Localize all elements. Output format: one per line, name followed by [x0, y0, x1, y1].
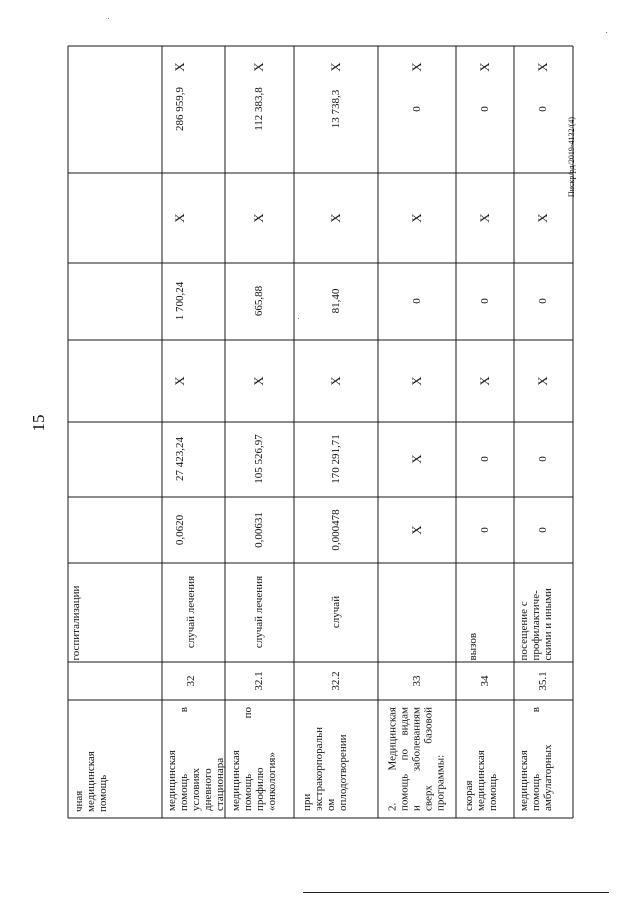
row-2-col9: Х	[251, 62, 266, 72]
row-1-col5: Х	[172, 376, 187, 386]
row-0-code	[68, 663, 112, 699]
row-4-col8: 0	[411, 106, 423, 112]
row-4-name-line: сверх базовой	[422, 707, 435, 811]
row-6-unit-line: скими и иными	[542, 588, 554, 661]
row-0-unit-line: госпитализации	[70, 585, 82, 661]
row-4-col7: Х	[409, 213, 424, 223]
row-4-col6: 0	[411, 298, 423, 304]
row-5-name	[457, 707, 513, 811]
row-1-name-line: условиях	[190, 767, 202, 811]
row-5-col5: Х	[477, 376, 492, 386]
row-3-unit-line: случай	[330, 595, 342, 629]
row-6-name-line: помощь в	[530, 707, 542, 811]
row-6-cost: 0	[537, 456, 549, 462]
row-2-col8: 112 383,8	[253, 87, 265, 131]
row-6-unit-line: профилактиче-	[530, 590, 542, 661]
row-6-col6: 0	[537, 298, 549, 304]
row-4-col5: Х	[409, 376, 424, 386]
row-2-volume: 0,00631	[253, 512, 265, 548]
row-6-col7: Х	[535, 213, 550, 223]
row-4-volume: Х	[409, 525, 424, 535]
row-0-name	[65, 706, 159, 812]
row-6-col9: Х	[535, 62, 550, 72]
row-1-unit	[171, 564, 211, 661]
scan-speck	[606, 32, 607, 33]
row-6-name-line: амбулаторных	[542, 744, 554, 811]
row-4-cost: Х	[409, 454, 424, 464]
row-0-name-line: чная	[73, 790, 85, 812]
row-3-col9: Х	[328, 62, 343, 72]
row-3-unit	[316, 564, 356, 661]
row-6-unit	[514, 564, 572, 661]
page-number: 15	[29, 414, 48, 432]
row-6-code: 35.1	[537, 671, 549, 691]
row-2-col6: 665,88	[253, 285, 265, 317]
row-5-col9: Х	[477, 62, 492, 72]
row-2-col5: Х	[251, 376, 266, 386]
row-5-name-line: медицинская	[475, 750, 487, 811]
row-2-cost: 105 526,97	[253, 434, 265, 484]
row-5-unit	[463, 564, 507, 661]
row-1-cost: 27 423,24	[174, 437, 186, 481]
row-0-name-line: медицинская	[85, 751, 97, 812]
row-6-unit-line: посещение с	[518, 601, 530, 661]
row-5-name-line: скорая	[463, 780, 475, 811]
row-3-col6: 81,40	[330, 288, 342, 314]
row-2-name-line: профилю	[254, 767, 266, 811]
row-4-unit	[397, 564, 437, 661]
scan-speck	[298, 318, 299, 319]
row-3-code: 32.2	[330, 671, 342, 691]
row-0-unit	[66, 564, 114, 661]
row-1-code: 32	[185, 675, 197, 687]
row-4-col9: Х	[409, 62, 424, 72]
row-2-name-line: помощь по	[242, 707, 254, 811]
row-6-volume: 0	[537, 527, 549, 533]
row-3-name	[295, 707, 377, 811]
row-6-col8: 0	[537, 106, 549, 112]
row-1-name-line: стационара	[214, 757, 226, 811]
row-4-code: 33	[411, 675, 423, 687]
row-3-volume: 0,000478	[330, 509, 342, 551]
row-5-col7: Х	[477, 213, 492, 223]
row-5-code: 34	[479, 675, 491, 687]
row-2-unit	[239, 564, 279, 661]
row-4-name-line: и заболеваниям	[410, 707, 423, 811]
row-1-name-line: медицинская	[166, 750, 178, 811]
row-4-name-line: помощь по видам	[398, 707, 411, 811]
row-6-name-line: медицинская	[518, 750, 530, 811]
row-1-name	[160, 707, 226, 811]
row-0-name-line: помощь	[97, 774, 109, 812]
row-5-name-line: помощь	[487, 773, 499, 811]
row-3-col8: 13 738,3	[330, 89, 342, 129]
row-2-name-line: медицинская	[230, 750, 242, 811]
row-1-col9: Х	[172, 62, 187, 72]
row-1-col7: Х	[172, 213, 187, 223]
row-3-name-line: ом	[325, 798, 337, 811]
row-4-name-line: 2. Медицинская	[386, 707, 399, 811]
footer-rule	[303, 892, 609, 893]
row-3-name-line: экстракорпоральн	[313, 726, 325, 811]
row-3-col5: Х	[328, 376, 343, 386]
row-2-code: 32.1	[253, 671, 265, 691]
row-1-unit-line: случай лечения	[185, 575, 197, 649]
row-5-col6: 0	[479, 298, 491, 304]
document-code: Пискр/рд/2019-4132/(4)	[567, 116, 576, 198]
row-5-volume: 0	[479, 527, 491, 533]
row-5-cost: 0	[479, 456, 491, 462]
row-4-name	[382, 707, 453, 811]
row-1-name-line: дневного	[202, 768, 214, 811]
row-1-col8: 286 959,9	[174, 87, 186, 131]
row-3-col7: Х	[328, 213, 343, 223]
row-1-volume: 0,0620	[174, 514, 186, 546]
row-4-name-line: программы:	[434, 754, 447, 811]
row-6-name	[514, 707, 572, 811]
row-5-col8: 0	[479, 106, 491, 112]
row-2-col7: Х	[251, 213, 266, 223]
row-1-col6: 1 700,24	[174, 281, 186, 321]
row-3-cost: 170 291,71	[330, 434, 342, 484]
row-6-col5: Х	[535, 376, 550, 386]
row-1-name-line: помощь в	[178, 707, 190, 811]
row-2-unit-line: случай лечения	[253, 575, 265, 649]
row-2-name	[224, 707, 292, 811]
row-2-name-line: «онкология»	[266, 752, 278, 811]
scan-speck	[108, 18, 109, 19]
row-5-unit-line: вызов	[467, 632, 479, 661]
row-3-name-line: оплодотворении	[337, 734, 349, 811]
row-3-name-line: при	[301, 793, 313, 811]
